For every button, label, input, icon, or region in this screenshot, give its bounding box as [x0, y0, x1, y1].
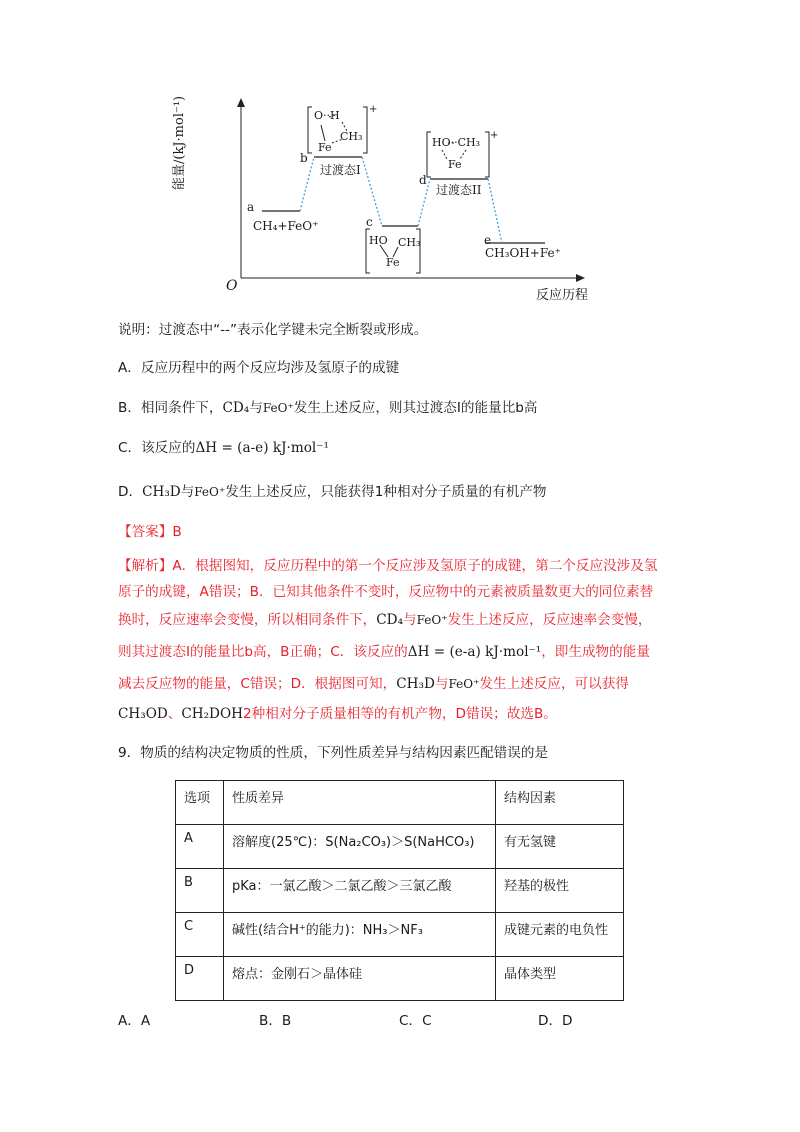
option-c — [118, 438, 329, 458]
y-axis-label: 能量/(kJ·mol⁻¹) — [172, 95, 187, 190]
ts1-ch3-text: CH₃ — [340, 130, 363, 143]
q9-choice-d: D．D — [538, 1013, 573, 1029]
level-b-label: b — [300, 151, 308, 165]
int-ch3-text: CH₃ — [398, 236, 421, 249]
table-row — [176, 957, 624, 1001]
analysis-line-2: 原子的成键，A错误；B．已知其他条件不变时，反应物中的元素被质量数更大的同位素替 — [118, 584, 654, 600]
table-cell: C — [176, 913, 224, 957]
table-cell: 晶体类型 — [496, 957, 624, 1001]
reactants-label: CH₄+FeO⁺ — [253, 219, 319, 233]
table-cell: pKa：一氯乙酸＞二氯乙酸＞三氯乙酸 — [224, 869, 496, 913]
analysis-l5-e: 发生上述反应，可以获得 — [479, 676, 629, 692]
analysis-line-1: 【解析】A．根据图知，反应历程中的第一个反应涉及氢原子的成键，第二个反应没涉及氢 — [118, 558, 658, 574]
table-cell: 熔点：金刚石＞晶体硅 — [224, 957, 496, 1001]
products-label: CH₃OH+Fe⁺ — [485, 246, 561, 260]
ts1-top-text: O··H — [314, 109, 340, 122]
q9-table — [175, 780, 624, 1001]
option-a: A．反应历程中的两个反应均涉及氢原子的成键 — [118, 360, 400, 376]
q9-choice-c: C．C — [399, 1013, 432, 1029]
energy-diagram — [200, 95, 620, 310]
table-cell: 碱性(结合H⁺的能力)：NH₃＞NF₃ — [224, 913, 496, 957]
x-axis-label: 反应历程 — [536, 288, 589, 303]
analysis-l6-d: 2种相对分子质量相等的有机产物，D错误；故选B。 — [242, 706, 557, 722]
table-cell: 羟基的极性 — [496, 869, 624, 913]
analysis-l6-b: 、 — [167, 706, 182, 722]
table-row — [176, 825, 624, 869]
analysis-l5-ch3d: CH₃D — [396, 676, 435, 692]
note-text: 说明：过渡态中“--”表示化学键未完全断裂或形成。 — [118, 322, 428, 338]
analysis-l5-feo: FeO⁺ — [448, 677, 480, 691]
ts1-plus: + — [369, 104, 378, 115]
ts1-label: 过渡态I — [320, 163, 361, 177]
ts2-plus: + — [490, 130, 499, 141]
table-header-row — [176, 781, 624, 825]
int-ho-text: HO — [369, 234, 388, 247]
level-c-label: c — [366, 215, 373, 229]
option-d-pre: D． — [118, 484, 143, 500]
option-b-mid: 与 — [249, 400, 263, 416]
table-row — [176, 913, 624, 957]
table-header-cell: 性质差异 — [224, 781, 496, 825]
analysis-l4-c: ，即生成物的能量 — [541, 644, 650, 660]
table-cell: A — [176, 825, 224, 869]
level-d-label: d — [419, 173, 427, 187]
analysis-line-6 — [118, 704, 557, 724]
analysis-l4-a: 则其过渡态Ⅰ的能量比b高，B正确；C．该反应的 — [118, 644, 408, 660]
analysis-l6-ch2doh: CH₂DOH — [181, 706, 243, 722]
q9-choice-b: B．B — [259, 1013, 292, 1029]
level-e-label: e — [484, 233, 492, 247]
ts2-fe-text: Fe — [448, 158, 462, 171]
option-b — [118, 398, 538, 418]
analysis-l3-e: 发生上述反应，反应速率会变慢， — [447, 612, 652, 628]
option-d-post: 发生上述反应，只能获得1种相对分子质量的有机产物 — [225, 484, 547, 500]
analysis-l6-ch3od: CH₃OD — [118, 706, 168, 722]
analysis-l5-c: 与 — [434, 676, 449, 692]
option-d-mid: 与 — [180, 484, 195, 500]
option-c-eq: ΔH = (a-e) kJ·mol⁻¹ — [195, 440, 329, 456]
table-row — [176, 869, 624, 913]
ts1-fe-text: Fe — [318, 141, 332, 154]
int-fe-text: Fe — [386, 256, 400, 269]
option-c-pre: C．该反应的 — [118, 440, 196, 456]
table-cell: D — [176, 957, 224, 1001]
origin-label: O — [226, 278, 238, 294]
option-b-feo: FeO⁺ — [262, 401, 294, 415]
answer-text: 【答案】B — [118, 524, 182, 540]
x-axis-arrow — [576, 274, 585, 282]
analysis-l3-cd4: CD₄ — [376, 612, 404, 628]
table-cell: 成键元素的电负性 — [496, 913, 624, 957]
y-axis-arrow — [237, 98, 245, 107]
table-cell: 溶解度(25℃)：S(Na₂CO₃)＞S(NaHCO₃) — [224, 825, 496, 869]
table-header-cell: 结构因素 — [496, 781, 624, 825]
option-d — [118, 482, 547, 502]
option-d-feo: FeO⁺ — [194, 485, 226, 499]
analysis-l3-feo: FeO⁺ — [416, 613, 448, 627]
analysis-line-5 — [118, 674, 629, 694]
ts2-label: 过渡态II — [436, 183, 482, 197]
q9-stem: 9．物质的结构决定物质的性质，下列性质差异与结构因素匹配错误的是 — [118, 745, 549, 761]
analysis-line-4 — [118, 642, 650, 662]
option-d-ch3d: CH₃D — [142, 484, 181, 500]
option-b-post: 发生上述反应，则其过渡态Ⅰ的能量比b高 — [293, 400, 538, 416]
table-cell: 有无氢键 — [496, 825, 624, 869]
option-b-cd4: CD₄ — [222, 400, 250, 416]
option-b-pre: B．相同条件下， — [118, 400, 223, 416]
q9-choice-a: A．A — [118, 1013, 151, 1029]
level-a-label: a — [247, 200, 255, 214]
analysis-l5-a: 减去反应物的能量，C错误；D．根据图可知， — [118, 676, 397, 692]
analysis-l3-c: 与 — [403, 612, 417, 628]
table-header-cell: 选项 — [176, 781, 224, 825]
analysis-l4-eq: ΔH = (e-a) kJ·mol⁻¹ — [407, 644, 542, 660]
analysis-line-3 — [118, 610, 651, 630]
ts2-top-text: HO··CH₃ — [432, 136, 481, 149]
table-cell: B — [176, 869, 224, 913]
analysis-l3-a: 换时，反应速率会变慢，所以相同条件下， — [118, 612, 377, 628]
